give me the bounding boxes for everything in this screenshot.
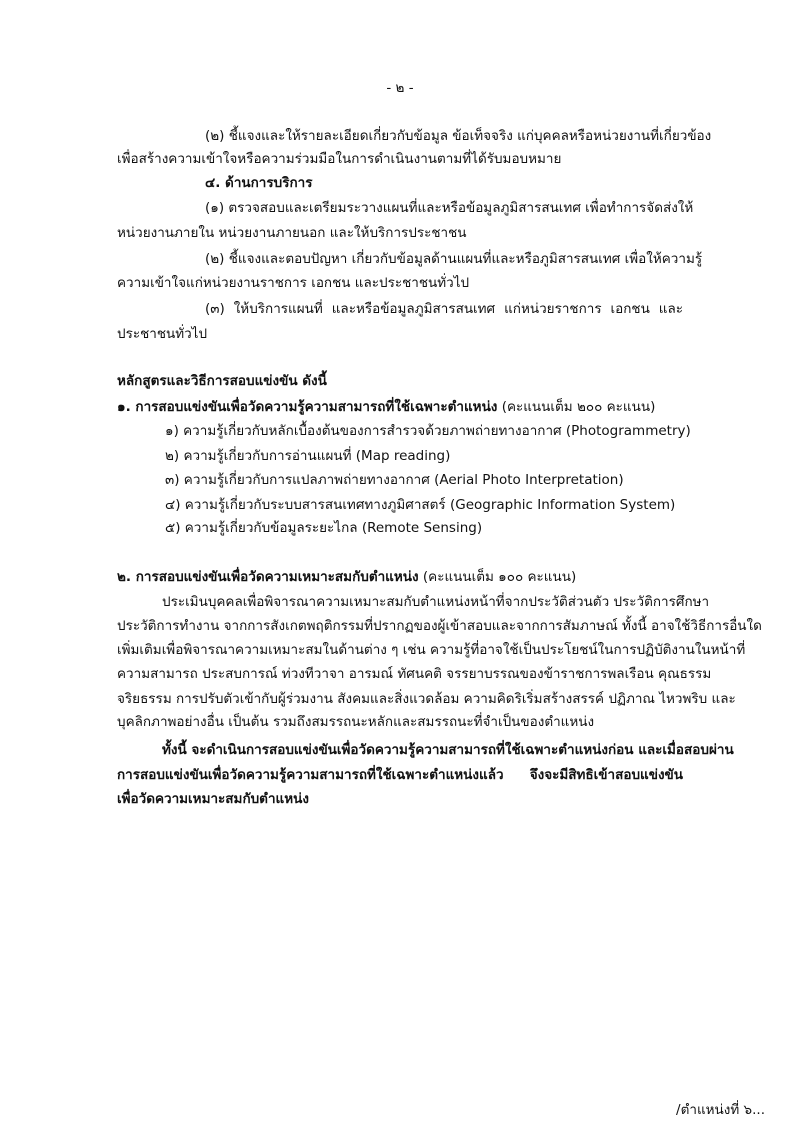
service-item-3-line-1: (๓) ให้บริการแผนที่ และหรือข้อมูลภูมิสารสนเทศ แก่หน่วยราชการ เอกชน และ xyxy=(205,301,683,317)
section-1-heading xyxy=(117,397,655,417)
curriculum-heading: หลักสูตรและวิธีการสอบแข่งขัน ดังนี้ xyxy=(117,373,327,389)
section-2-paragraph-line: จริยธรรม การปรับตัวเข้ากับผู้ร่วมงาน สังคมและสิ่งแวดล้อม ความคิดริเริ่มสร้างสรรค์ ปฏิภาณ ไหวพริบ และ xyxy=(117,691,736,707)
service-heading: ๔. ด้านการบริการ xyxy=(205,175,313,191)
list-item: ๕) ความรู้เกี่ยวกับข้อมูลระยะไกล (Remote Sensing) xyxy=(165,520,483,536)
section-1-title: ๑. การสอบแข่งขันเพื่อวัดความรู้ความสามารถที่ใช้เฉพาะตำแหน่ง xyxy=(117,399,498,415)
section-2-paragraph-line: บุคลิกภาพอย่างอื่น เป็นต้น รวมถึงสมรรถนะหลักและสมรรถนะที่จำเป็นของตำแหน่ง xyxy=(117,714,595,730)
list-item: ๒) ความรู้เกี่ยวกับการอ่านแผนที่ (Map reading) xyxy=(165,448,451,464)
section-2-title: ๒. การสอบแข่งขันเพื่อวัดความเหมาะสมกับตำแหน่ง xyxy=(117,569,419,585)
service-item-1-line-1: (๑) ตรวจสอบและเตรียมระวางแผนที่และหรือข้อมูลภูมิสารสนเทศ เพื่อทำการจัดส่งให้ xyxy=(205,200,694,216)
section-2-paragraph-line: ประวัติการทำงาน จากการสังเกตพฤติกรรมที่ปรากฏของผู้เข้าสอบและจากการสัมภาษณ์ ทั้งนี้ อาจใช้วิธีการอื่นใด xyxy=(117,618,762,634)
note-line: การสอบแข่งขันเพื่อวัดความรู้ความสามารถที่ใช้เฉพาะตำแหน่งแล้ว จึงจะมีสิทธิเข้าสอบแข่งขัน xyxy=(117,767,683,783)
list-item: ๑) ความรู้เกี่ยวกับหลักเบื้องต้นของการสำรวจด้วยภาพถ่ายทางอากาศ (Photogrammetry) xyxy=(165,423,691,439)
duty-item-2-line-2: เพื่อสร้างความเข้าใจหรือความร่วมมือในการดำเนินงานตามที่ได้รับมอบหมาย xyxy=(117,151,562,167)
service-item-1-line-2: หน่วยงานภายใน หน่วยงานภายนอก และให้บริการประชาชน xyxy=(117,225,467,241)
section-1-score: (คะแนนเต็ม ๒๐๐ คะแนน) xyxy=(501,399,656,415)
note-line: เพื่อวัดความเหมาะสมกับตำแหน่ง xyxy=(117,791,309,807)
list-item: ๓) ความรู้เกี่ยวกับการแปลภาพถ่ายทางอากาศ (Aerial Photo Interpretation) xyxy=(165,472,624,488)
section-2-paragraph-line: เพิ่มเติมเพื่อพิจารณาความเหมาะสมในด้านต่าง ๆ เช่น ความรู้ที่อาจใช้เป็นประโยชน์ในการปฏิบัติงานในหน้าที่ xyxy=(117,642,746,658)
section-2-paragraph-line: ความสามารถ ประสบการณ์ ท่วงทีวาจา อารมณ์ ทัศนคติ จรรยาบรรณของข้าราชการพลเรือน คุณธรรม xyxy=(117,666,712,682)
service-item-3-line-2: ประชาชนทั่วไป xyxy=(117,326,208,342)
section-2-score: (คะแนนเต็ม ๑๐๐ คะแนน) xyxy=(422,569,577,585)
section-2-paragraph-line: ประเมินบุคคลเพื่อพิจารณาความเหมาะสมกับตำแหน่งหน้าที่จากประวัติส่วนตัว ประวัติการศึกษา xyxy=(162,594,710,610)
note-line: ทั้งนี้ จะดำเนินการสอบแข่งขันเพื่อวัดความรู้ความสามารถที่ใช้เฉพาะตำแหน่งก่อน และเมื่อสอบผ่าน xyxy=(162,742,734,758)
continuation-marker: /ตำแหน่งที่ ๖... xyxy=(676,1102,765,1118)
duty-item-2-line-1: (๒) ชี้แจงและให้รายละเอียดเกี่ยวกับข้อมูล ข้อเท็จจริง แก่บุคคลหรือหน่วยงานที่เกี่ยวข้อง xyxy=(205,128,712,144)
service-item-2-line-1: (๒) ชี้แจงและตอบปัญหา เกี่ยวกับข้อมูลด้านแผนที่และหรือภูมิสารสนเทศ เพื่อให้ความรู้ xyxy=(205,251,703,267)
list-item: ๔) ความรู้เกี่ยวกับระบบสารสนเทศทางภูมิศาสตร์ (Geographic Information System) xyxy=(165,497,676,513)
section-2-heading xyxy=(117,567,576,587)
page-number: - ๒ - xyxy=(386,80,414,96)
service-item-2-line-2: ความเข้าใจแก่หน่วยงานราชการ เอกชน และประชาชนทั่วไป xyxy=(117,275,470,291)
